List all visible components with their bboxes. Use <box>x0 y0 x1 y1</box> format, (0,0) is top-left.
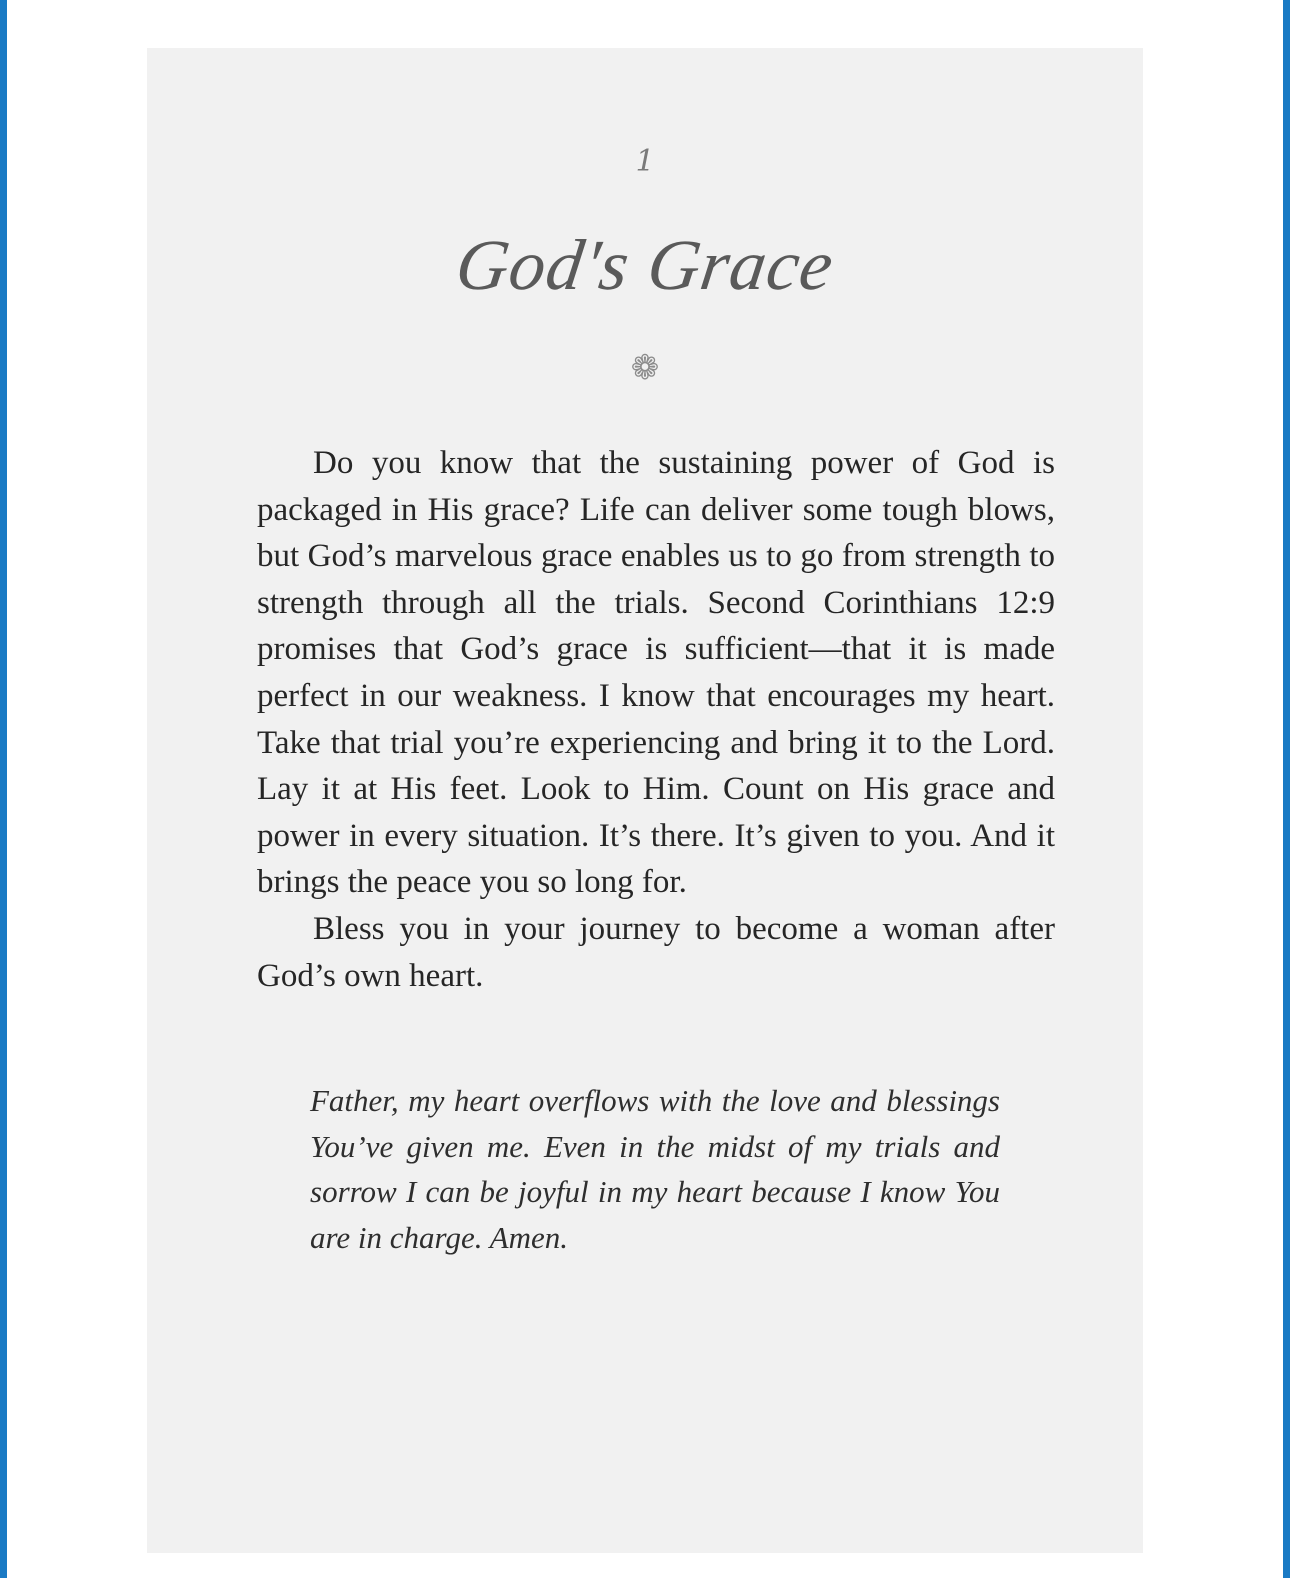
flourish-ornament-icon: ❁ <box>630 348 660 388</box>
prayer-text: Father, my heart overflows with the love and blessings You’ve given me. Even in the midst of my trials and sorrow I can be joyful in my heart because I know You are in charge. Amen. <box>310 1083 1000 1255</box>
paragraph-2: Bless you in your journey to become a woman after God’s own heart. <box>257 910 1055 994</box>
body-text <box>257 440 1055 999</box>
chapter-title: God's Grace <box>451 225 839 305</box>
right-border <box>1283 0 1290 1578</box>
book-page <box>147 48 1143 1553</box>
left-border <box>0 0 7 1578</box>
chapter-number: 1 <box>635 144 655 179</box>
paragraph-1: Do you know that the sustaining power of God is packaged in His grace? Life can deliver some tough blows, but God’s marvelous grace enables us to go from strength to strength through all the trials. Second Corinthians 12:9 promises that God’s grace is sufficient—that it is made perfect in our weakness. I know that encourages my heart. Take that trial you’re experiencing and bring it to the Lord. Lay it at His feet. Look to Him. Count on His grace and power in every situation. It’s there. It’s given to you. And it brings the peace you so long for. <box>257 445 1055 901</box>
